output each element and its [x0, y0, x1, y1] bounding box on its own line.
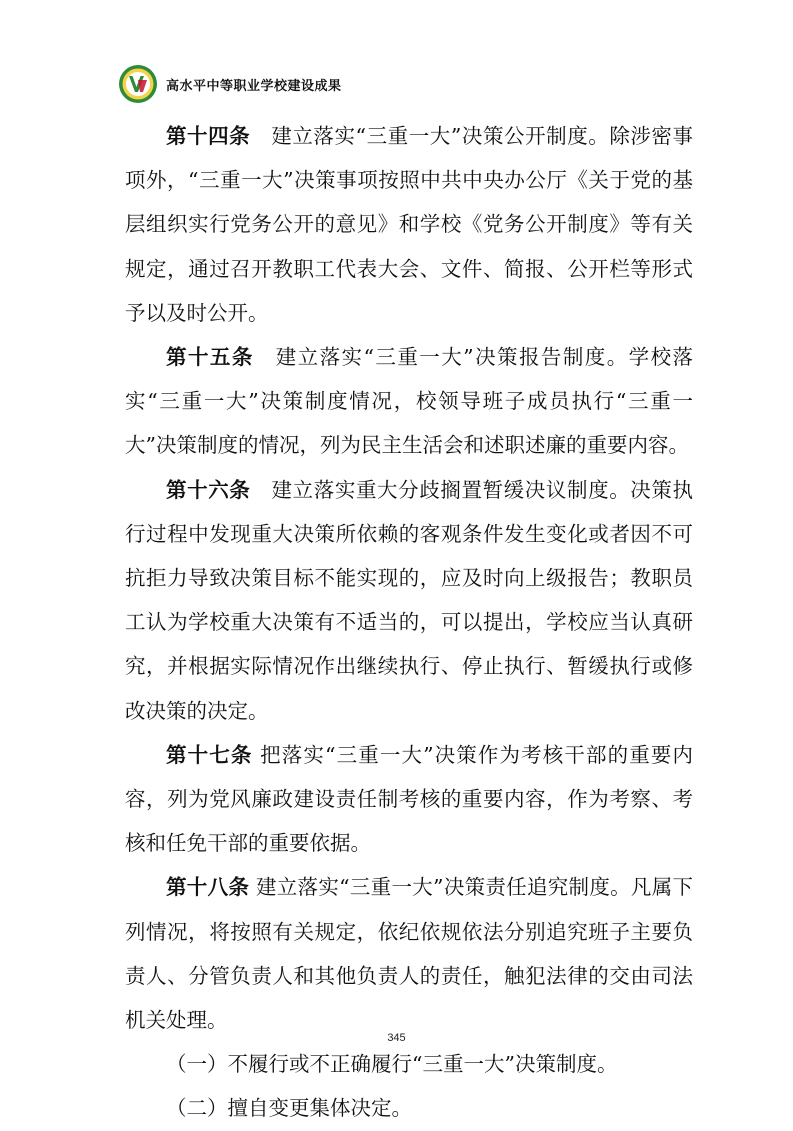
article-label: 第十五条	[166, 345, 254, 370]
page-header	[118, 62, 342, 106]
article-15	[125, 335, 693, 468]
school-logo-icon	[118, 64, 158, 104]
article-text: 把落实“三重一大”决策作为考核干部的重要内容，列为党风廉政建设责任制考核的重要内容，作为考察、考核和任免干部的重要依据。	[125, 742, 693, 856]
page-number: 345	[387, 1032, 406, 1044]
article-label: 第十七条	[166, 742, 253, 767]
article-label: 第十八条	[166, 875, 250, 900]
article-17	[125, 733, 693, 866]
list-item: （二）擅自变更集体决定。	[166, 1096, 412, 1121]
list-item: （一）不履行或不正确履行“三重一大”决策制度。	[166, 1052, 618, 1077]
article-text: 建立落实“三重一大”决策责任追究制度。凡属下列情况，将按照有关规定，依纪依规依法分别追究班子主要负责人、分管负责人和其他负责人的责任，触犯法律的交由司法机关处理。	[125, 875, 693, 1033]
article-label: 第十六条	[166, 477, 251, 502]
article-text: 建立落实“三重一大”决策报告制度。学校落实“三重一大”决策制度情况，校领导班子成员执行“三重一大”决策制度的情况，列为民主生活会和述职述廉的重要内容。	[125, 345, 694, 458]
article-14	[125, 114, 693, 335]
article-text: 建立落实重大分歧搁置暂缓决议制度。决策执行过程中发现重大决策所依赖的客观条件发生变化或者因不可抗拒力导致决策目标不能实现的，应及时向上级报告；教职员工认为学校重大决策有不适当的，可以提出，学校应当认真研究，并根据实际情况作出继续执行、停止执行、暂缓执行或修改决策的决定。	[125, 477, 694, 723]
article-18	[125, 865, 693, 1042]
article-label: 第十四条	[166, 124, 251, 148]
article-16	[125, 468, 693, 733]
document-body	[125, 114, 693, 1131]
header-title: 高水平中等职业学校建设成果	[166, 78, 342, 94]
article-text: 建立落实“三重一大”决策公开制度。除涉密事项外，“三重一大”决策事项按照中共中央办公厅《关于党的基层组织实行党务公开的意见》和学校《党务公开制度》等有关规定，通过召开教职工代表大会、文件、简报、公开栏等形式予以及时公开。	[125, 124, 693, 325]
